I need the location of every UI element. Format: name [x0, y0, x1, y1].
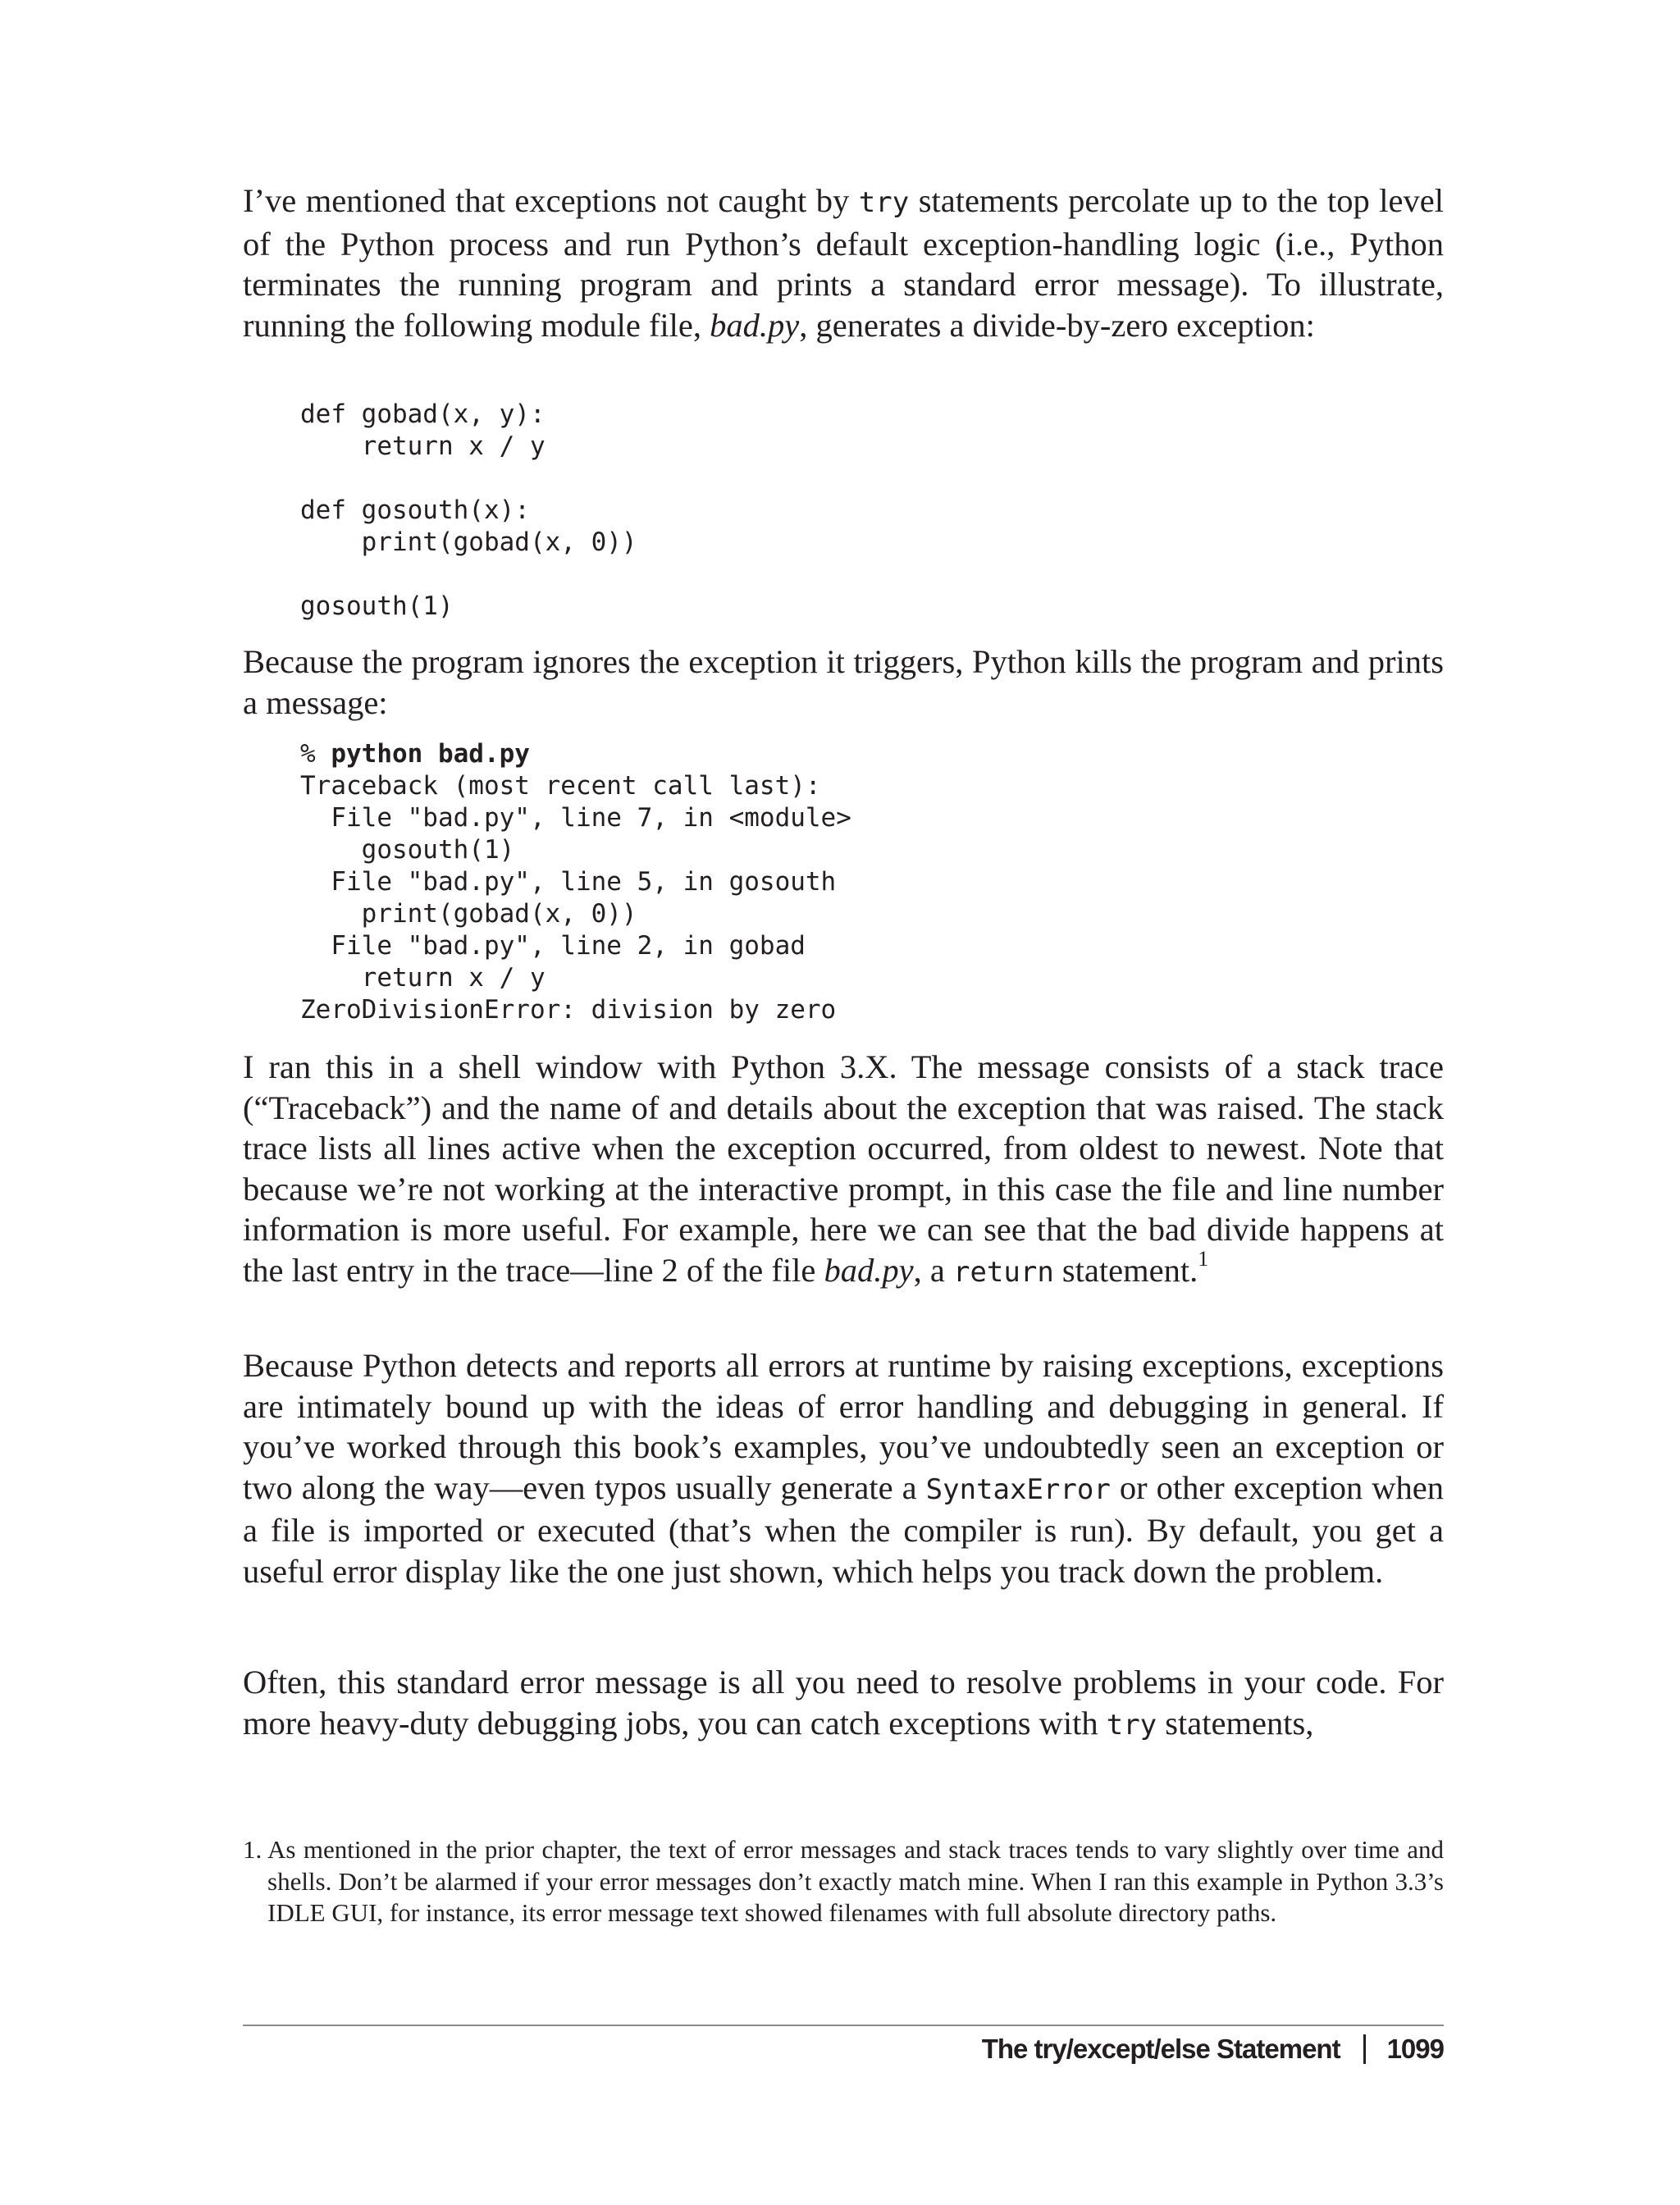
text-run: Often, this standard error message is all you need to resolve problems in your code. For more heavy-duty debugging jobs, you can catch exceptions with [243, 1664, 1444, 1742]
shell-command: python bad.py [331, 739, 530, 769]
text-run: statements percolate up to the top level of the Python process and run Python’s default exception-handling logic (i.e., Python terminates the running program and prints a standard error message). To illustrate, running the following module file, [243, 182, 1444, 344]
footer-separator [1363, 2034, 1366, 2064]
text-run: I’ve mentioned that exceptions not caught by [243, 182, 859, 219]
text-run: , a [913, 1251, 953, 1289]
footer-section-title: The try/except/else Statement [981, 2034, 1340, 2064]
text-run: Because the program ignores the exception it triggers, Python kills the program and prints a message: [243, 643, 1444, 721]
text-run: statement. [1053, 1251, 1198, 1289]
inline-code: try [1106, 1708, 1157, 1742]
inline-code: SyntaxError [925, 1472, 1111, 1506]
traceback-output: Traceback (most recent call last): File "bad.py", line 7, in <module> gosouth(1) File "bad.py", line 5, in gosouth print(gobad(x, 0)) File "bad.py", line 2, in gobad return x / y ZeroDivisionError: division by zero [300, 771, 851, 1025]
text-run: Because Python detects and reports all errors at runtime by raising exceptions, exceptions are intimately bound up with the ideas of error handling and debugging in general. If you’ve worked through this book’s examples, you’ve undoubtedly seen an exception or two along the way—even typos usually generate a [243, 1347, 1444, 1506]
code-block-bad-py: def gobad(x, y): return x / y def gosouth(x): print(gobad(x, 0)) gosouth(1) [300, 399, 637, 621]
footer-rule [243, 2025, 1444, 2026]
footnote-number: 1. [243, 1835, 262, 1864]
page-footer [982, 2031, 1444, 2067]
footnote [243, 1834, 1444, 1929]
italic-filename: bad.py [824, 1251, 914, 1289]
shell-prompt: % [300, 739, 331, 769]
italic-filename: bad.py [710, 306, 800, 344]
footnote-text: As mentioned in the prior chapter, the text of error messages and stack traces tends to vary slightly over time and shells. Don’t be alarmed if your error messages don’t exactly match mine. When I ran this example in Python 3.3’s IDLE GUI, for instance, its error message text showed filenames with full absolute directory paths. [267, 1835, 1444, 1927]
paragraph-intro [243, 180, 1444, 345]
text-run: I ran this in a shell window with Python 3.X. The message consists of a stack trace (“Traceback”) and the name of and details about the exception that was raised. The stack trace lists all lines active when the exception occurred, from oldest to newest. Note that because we’re not working at the interactive prompt, in this case the file and line number information is more useful. For example, here we can see that the bad divide happens at the last entry in the trace—line 2 of the file [243, 1048, 1444, 1289]
paragraph-program-ignores [243, 641, 1444, 723]
inline-code: return [952, 1255, 1054, 1289]
footnote-reference: 1 [1198, 1247, 1209, 1271]
text-run: or other exception when a file is imported or executed (that’s when the compiler is run). By default, you get a useful error display like the one just shown, which helps you track down the problem. [243, 1468, 1444, 1590]
book-page [243, 0, 1444, 2205]
page-number: 1099 [1386, 2034, 1444, 2064]
text-run: statements, [1157, 1704, 1314, 1742]
code-block-traceback [300, 738, 851, 1026]
paragraph-runtime-errors [243, 1345, 1444, 1592]
inline-code: try [858, 186, 910, 219]
paragraph-stack-trace [243, 1047, 1444, 1294]
paragraph-standard-error [243, 1662, 1444, 1746]
text-run: , generates a divide-by-zero exception: [799, 306, 1315, 344]
